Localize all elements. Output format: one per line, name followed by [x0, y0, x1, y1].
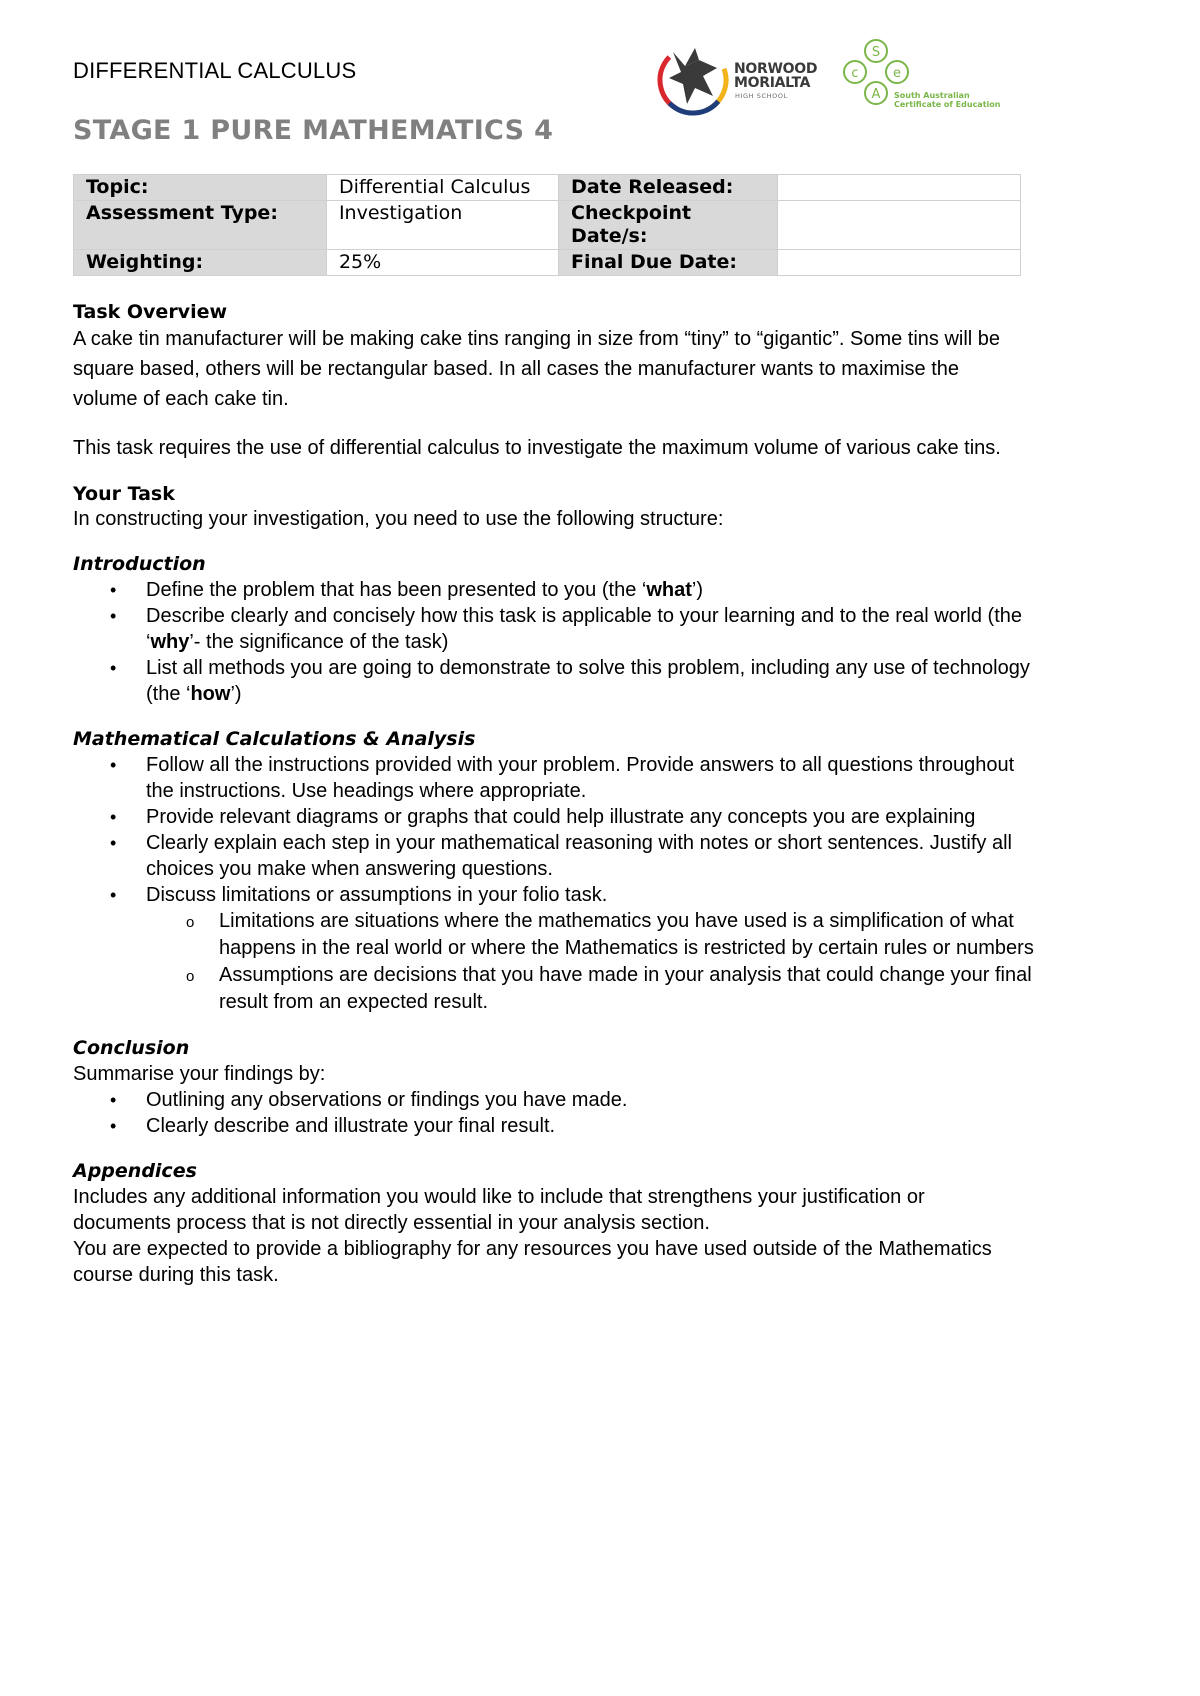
checkpoint-label-line2: Date/s:	[571, 225, 648, 247]
list-item	[73, 1087, 1143, 1113]
overview-line: A cake tin manufacturer will be making cake tins ranging in size from “tiny” to “gigantic”. Some tins will be	[73, 328, 1001, 350]
list-item-text: (the ‘	[146, 683, 191, 705]
calculations-list	[73, 752, 1143, 1016]
bullet-icon: •	[110, 1116, 117, 1136]
list-item-text: Follow all the instructions provided with your problem. Provide answers to all questions throughout	[146, 754, 1015, 776]
checkpoint-label-line1: Checkpoint	[571, 202, 692, 224]
list-item-text: Clearly explain each step in your mathematical reasoning with notes or short sentences. Justify all	[146, 832, 1012, 854]
list-item-text: Outlining any observations or findings you have made.	[146, 1089, 628, 1111]
your-task-text: In constructing your investigation, you need to use the following structure:	[73, 508, 724, 530]
assessment-type-label: Assessment Type:	[74, 201, 327, 250]
list-item-text: the instructions. Use headings where appropriate.	[146, 780, 587, 802]
spacer	[73, 414, 1143, 434]
list-item-text: Describe clearly and concisely how this task is applicable to your learning and to the real world (the	[146, 605, 1023, 627]
list-item-text: result from an expected result.	[219, 991, 489, 1013]
appendices-text	[73, 1184, 1143, 1288]
appendices-line: You are expected to provide a bibliography for any resources you have used outside of the Mathematics	[73, 1238, 992, 1260]
sace-logo-line2: Certificate of Education	[894, 100, 1001, 109]
page-title: STAGE 1 PURE MATHEMATICS 4	[73, 115, 554, 146]
document-body	[73, 300, 1143, 1288]
calculations-heading: Mathematical Calculations & Analysis	[73, 728, 476, 750]
checkpoint-label	[559, 201, 778, 250]
appendices-line: course during this task.	[73, 1264, 279, 1286]
norwood-logo-subtext: HIGH SCHOOL	[735, 92, 788, 100]
list-item-text: happens in the real world or where the Mathematics is restricted by certain rules or numbers	[219, 937, 1034, 959]
task-overview-heading: Task Overview	[73, 301, 228, 323]
overview-paragraph-1	[73, 324, 1143, 414]
list-item-text: Limitations are situations where the mathematics you have used is a simplification of what	[219, 910, 1014, 932]
list-item	[73, 882, 1143, 1016]
overview-line: volume of each cake tin.	[73, 388, 289, 410]
spacer	[73, 1016, 1143, 1036]
list-item	[73, 962, 1143, 1016]
sace-letter-s: S	[871, 45, 881, 60]
list-item-text: List all methods you are going to demonstrate to solve this problem, including any use of technology	[146, 657, 1030, 679]
spacer	[73, 462, 1143, 482]
list-item-bold: what	[646, 579, 692, 601]
spacer	[73, 532, 1143, 552]
list-item-text: choices you make when answering questions.	[146, 858, 553, 880]
list-item	[73, 655, 1143, 707]
conclusion-list	[73, 1087, 1143, 1139]
sub-bullet-icon: o	[186, 914, 195, 931]
list-item	[73, 603, 1143, 655]
appendices-line: documents process that is not directly essential in your analysis section.	[73, 1212, 710, 1234]
topic-label: Topic:	[74, 175, 327, 201]
list-item	[73, 804, 1143, 830]
sace-logo-text	[894, 91, 1000, 109]
conclusion-intro: Summarise your findings by:	[73, 1063, 326, 1085]
sace-letter-e: e	[893, 66, 901, 81]
document-header-title: DIFFERENTIAL CALCULUS	[73, 58, 357, 83]
list-item-text: Provide relevant diagrams or graphs that could help illustrate any concepts you are explaining	[146, 806, 976, 828]
list-item-text: ’)	[230, 683, 242, 705]
norwood-morialta-logo	[655, 38, 825, 118]
appendices-line: Includes any additional information you would like to include that strengthens your justification or	[73, 1186, 925, 1208]
your-task-heading: Your Task	[73, 483, 175, 505]
assessment-info-table	[73, 174, 1021, 276]
limitations-sublist	[73, 908, 1143, 1016]
date-released-value	[778, 175, 1021, 201]
bullet-icon: •	[110, 1090, 117, 1110]
norwood-logo-line2: MORIALTA	[734, 75, 811, 91]
bullet-icon: •	[110, 658, 117, 678]
date-released-label: Date Released:	[559, 175, 778, 201]
spacer	[73, 707, 1143, 727]
list-item	[73, 1113, 1143, 1139]
final-due-date-value	[778, 250, 1021, 276]
sace-logo	[836, 36, 1006, 112]
checkpoint-value	[778, 201, 1021, 250]
appendices-heading: Appendices	[73, 1160, 197, 1182]
overview-paragraph-2: This task requires the use of differential calculus to investigate the maximum volume of various cake tins.	[73, 437, 1001, 459]
list-item-bold: how	[190, 683, 231, 705]
bullet-icon: •	[110, 755, 117, 775]
spacer	[73, 1139, 1143, 1159]
introduction-list	[73, 577, 1143, 707]
list-item-text: ’)	[691, 579, 703, 601]
list-item-text: Clearly describe and illustrate your final result.	[146, 1115, 556, 1137]
norwood-logo-line1: NORWOOD	[734, 61, 818, 77]
bullet-icon: •	[110, 833, 117, 853]
table-row	[74, 201, 1021, 250]
conclusion-heading: Conclusion	[73, 1037, 190, 1059]
list-item	[73, 830, 1143, 882]
overview-line: square based, others will be rectangular based. In all cases the manufacturer wants to maximise the	[73, 358, 960, 380]
bullet-icon: •	[110, 606, 117, 626]
sace-letter-c: c	[851, 66, 859, 81]
list-item-text: Assumptions are decisions that you have made in your analysis that could change your final	[219, 964, 1032, 986]
bullet-icon: •	[110, 885, 117, 905]
list-item-text: ‘	[146, 631, 151, 653]
eagle-emblem-icon	[655, 38, 733, 118]
sace-logo-line1: South Australian	[894, 91, 970, 100]
list-item-text: ’- the significance of the task)	[189, 631, 449, 653]
list-item	[73, 752, 1143, 804]
table-row	[74, 250, 1021, 276]
norwood-logo-text	[734, 62, 817, 90]
table-row	[74, 175, 1021, 201]
list-item-bold: why	[150, 631, 190, 653]
introduction-heading: Introduction	[73, 553, 206, 575]
topic-value: Differential Calculus	[326, 175, 558, 201]
list-item-text: Discuss limitations or assumptions in your folio task.	[146, 884, 608, 906]
weighting-label: Weighting:	[74, 250, 327, 276]
weighting-value: 25%	[326, 250, 558, 276]
sub-bullet-icon: o	[186, 968, 195, 985]
list-item-text: Define the problem that has been presented to you (the ‘	[146, 579, 647, 601]
bullet-icon: •	[110, 807, 117, 827]
list-item	[73, 908, 1143, 962]
sace-letter-a: A	[871, 87, 881, 102]
bullet-icon: •	[110, 580, 117, 600]
assessment-type-value: Investigation	[326, 201, 558, 250]
list-item	[73, 577, 1143, 603]
final-due-date-label: Final Due Date:	[559, 250, 778, 276]
